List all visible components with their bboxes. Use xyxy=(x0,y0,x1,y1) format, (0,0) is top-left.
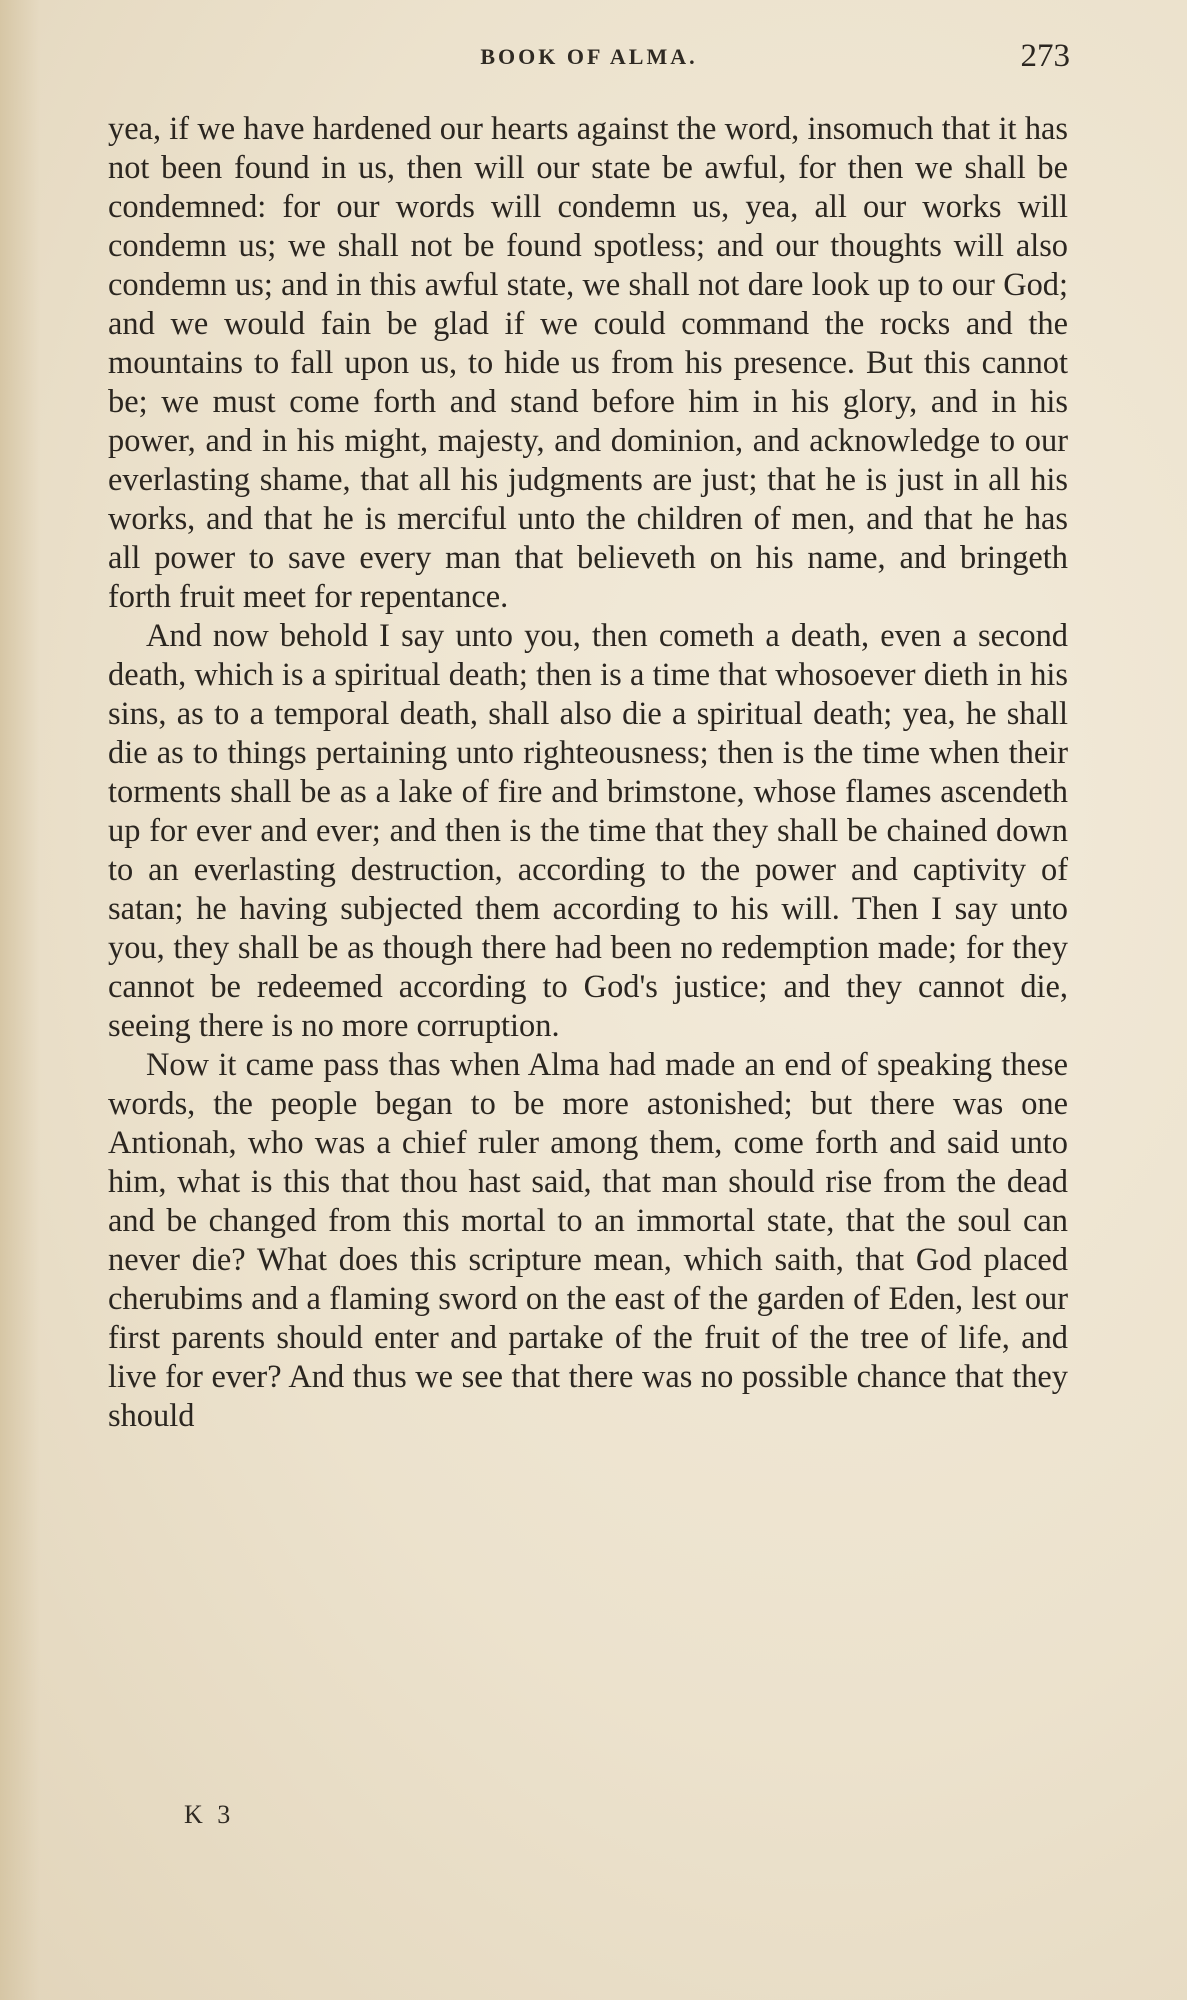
paragraph-3: Now it came pass thas when Alma had made an end of speaking these words, the people began to be more astonished; but there was one Antionah, who was a chief ruler among them, come forth and said unto him, what is this that thou hast said, that man should rise from the dead and be changed from this mortal to an immortal state, that the soul can never die? What does this scripture mean, which saith, that God placed cherubims and a flaming sword on the east of the garden of Eden, lest our first parents should enter and partake of the fruit of the tree of life, and live for ever? And thus we see that there was no possible chance that they should xyxy=(108,1047,1068,1434)
page-header xyxy=(108,40,1070,80)
paragraph-2: And now behold I say unto you, then cometh a death, even a second death, which is a spiritual death; then is a time that whosoever dieth in his sins, as to a temporal death, shall also die a spiritual death; yea, he shall die as to things pertaining unto righteousness; then is the time when their torments shall be as a lake of fire and brimstone, whose flames ascendeth up for ever and ever; and then is the time that they shall be chained down to an everlasting destruction, according to the power and captivity of satan; he having subjected them according to his will. Then I say unto you, they shall be as though there had been no redemption made; for they cannot be redeemed according to God's justice; and they cannot die, seeing there is no more corruption. xyxy=(108,618,1068,1044)
paragraph-1: yea, if we have hardened our hearts against the word, insomuch that it has not been found in us, then will our state be awful, for then we shall be condemned: for our words will condemn us, yea, all our works will condemn us; we shall not be found spotless; and our thoughts will also condemn us; and in this awful state, we shall not dare look up to our God; and we would fain be glad if we could command the rocks and the mountains to fall upon us, to hide us from his presence. But this cannot be; we must come forth and stand before him in his glory, and in his power, and in his might, majesty, and dominion, and acknowledge to our everlasting shame, that all his judgments are just; that he is just in all his works, and that he is merciful unto the children of men, and that he has all power to save every man that believeth on his name, and bringeth forth fruit meet for repentance. xyxy=(108,111,1068,615)
running-head: BOOK OF ALMA. xyxy=(480,44,698,69)
signature-mark: K 3 xyxy=(184,1800,235,1829)
body-text xyxy=(108,110,1068,1436)
page-number: 273 xyxy=(1020,38,1070,74)
